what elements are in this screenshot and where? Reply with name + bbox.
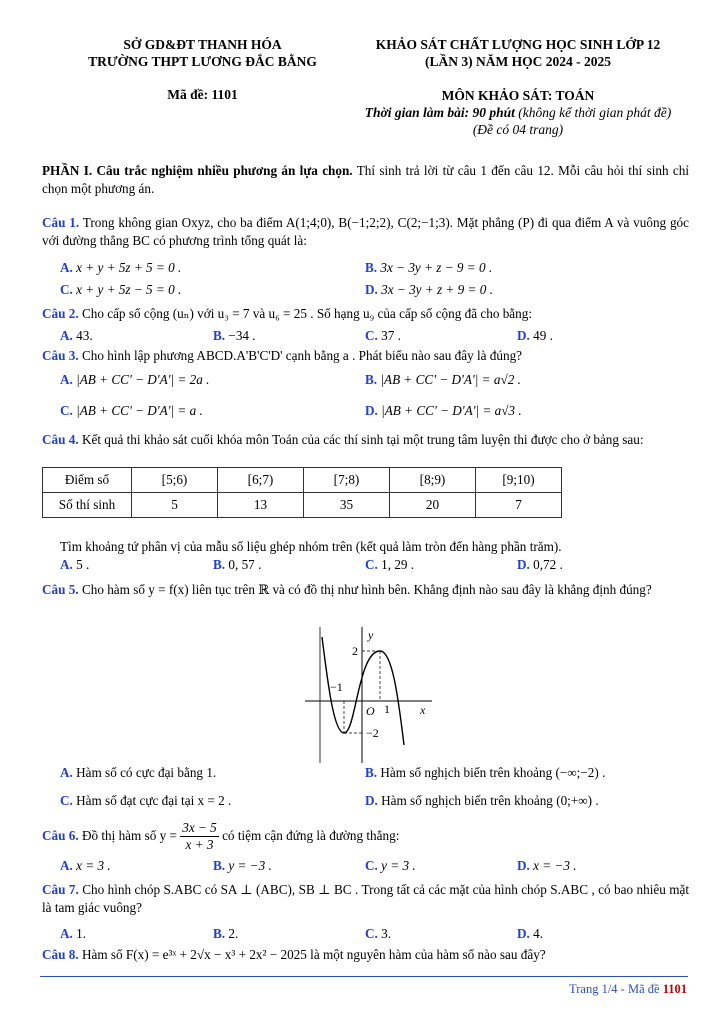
school-name: TRƯỜNG THPT LƯƠNG ĐẮC BẰNG: [88, 54, 317, 69]
y-axis-label: y: [368, 628, 374, 642]
option-c-label: C.: [60, 403, 73, 418]
q5-options-row1: [60, 763, 690, 783]
question-label: Câu 5.: [42, 582, 79, 597]
q1-options-row1: [60, 258, 690, 278]
section-instructions: Thí sinh trả lời từ câu 1 đến câu 12. Mỗi câu hỏi thí sinh chỉ chọn một phương án.: [42, 163, 689, 196]
q3-options-row1: [60, 370, 690, 390]
q3-option-c[interactable]: |AB + CC' − D'A'| = a .: [76, 403, 203, 418]
section-title: PHẦN I. Câu trắc nghiệm nhiều phương án lựa chọn.: [42, 163, 353, 178]
q4-option-c[interactable]: 1, 29 .: [381, 557, 415, 572]
q4-option-a[interactable]: 5 .: [76, 557, 90, 572]
option-d-label: D.: [517, 926, 530, 941]
section-intro: [42, 162, 689, 198]
question-label: Câu 2.: [42, 306, 79, 321]
question-5: [42, 581, 689, 599]
q4-options: [60, 555, 690, 575]
q2-option-a[interactable]: 43.: [76, 328, 93, 343]
table-header-cell: Điểm số: [43, 468, 132, 493]
q6-option-b[interactable]: y = −3 .: [228, 858, 272, 873]
q1-option-a[interactable]: x + y + 5z + 5 = 0 .: [76, 260, 182, 275]
q6-option-c[interactable]: y = 3 .: [381, 858, 416, 873]
q7-option-d[interactable]: 4.: [533, 926, 544, 941]
question-label: Câu 7.: [42, 882, 79, 897]
exam-title: KHẢO SÁT CHẤT LƯỢNG HỌC SINH LỚP 12: [375, 37, 661, 52]
option-a-label: A.: [60, 765, 73, 780]
table-header-cell: Số thí sinh: [43, 493, 132, 518]
q6-option-a[interactable]: x = 3 .: [76, 858, 111, 873]
question-text: Trong không gian Oxyz, cho ba điểm A(1;4;0), B(−1;2;2), C(2;−1;3). Mặt phẳng (P) đi qua điểm A và vuông góc với đường thẳng BC có phương trình tổng quát là:: [42, 215, 690, 248]
q3-options-row2: [60, 401, 690, 421]
option-d-label: D.: [365, 282, 378, 297]
q5-options-row2: [60, 791, 690, 811]
exam-session: (LẦN 3) NĂM HỌC 2024 - 2025: [425, 54, 611, 69]
option-b-label: B.: [365, 372, 378, 387]
q7-option-c[interactable]: 3.: [381, 926, 392, 941]
q1-option-c[interactable]: x + y + 5z − 5 = 0 .: [76, 282, 182, 297]
option-c-label: C.: [60, 793, 73, 808]
option-d-label: D.: [365, 403, 378, 418]
option-b-label: B.: [213, 557, 226, 572]
footer-divider: [40, 976, 688, 977]
table-cell: [9;10): [476, 468, 562, 493]
exam-header: [338, 36, 698, 70]
option-b-label: B.: [365, 765, 378, 780]
question-text: Cho hình lập phương ABCD.A'B'C'D' cạnh bằng a . Phát biểu nào sau đây là đúng?: [78, 348, 523, 363]
option-c-label: C.: [365, 557, 378, 572]
q3-option-a[interactable]: |AB + CC' − D'A'| = 2a .: [76, 372, 210, 387]
option-a-label: A.: [60, 260, 73, 275]
q5-option-a[interactable]: Hàm số có cực đại bằng 1.: [76, 765, 217, 780]
question-text: Cho hàm số y = f(x) liên tục trên ℝ và có đồ thị như hình bên. Khẳng định nào sau đây là khẳng định đúng?: [78, 582, 652, 597]
option-a-label: A.: [60, 328, 73, 343]
q2-option-d[interactable]: 49 .: [533, 328, 553, 343]
x-axis-label: x: [420, 703, 426, 717]
q5-option-b[interactable]: Hàm số nghịch biến trên khoảng (−∞;−2) .: [380, 765, 606, 780]
question-3: [42, 347, 689, 365]
fraction: [180, 820, 219, 853]
option-d-label: D.: [365, 793, 378, 808]
fraction-denominator: x + 3: [185, 837, 214, 853]
question-8: [42, 946, 689, 964]
score-table: [42, 467, 562, 518]
question-text: Kết quả thi khảo sát cuối khóa môn Toán của các thí sinh tại một trung tâm luyện thi được cho ở bảng sau:: [78, 432, 644, 447]
function-graph: [300, 625, 440, 765]
question-text: Hàm số F(x) = e³ˣ + 2√x − x³ + 2x² − 2025 là một nguyên hàm của hàm số nào sau đây?: [78, 947, 546, 962]
q7-option-b[interactable]: 2.: [228, 926, 239, 941]
footer-page-text: Trang 1/4 - Mã đề: [569, 982, 663, 996]
table-cell: 13: [218, 493, 304, 518]
option-c-label: C.: [365, 858, 378, 873]
option-a-label: A.: [60, 557, 73, 572]
fraction-numerator: 3x − 5: [182, 820, 217, 836]
option-c-label: C.: [60, 282, 73, 297]
question-7: [42, 881, 689, 917]
question-4: [42, 431, 689, 449]
q6-options: [60, 856, 690, 876]
table-cell: 7: [476, 493, 562, 518]
question-text-after: có tiệm cận đứng là đường thẳng:: [218, 828, 400, 843]
option-d-label: D.: [517, 328, 530, 343]
q7-option-a[interactable]: 1.: [76, 926, 87, 941]
subject-block: [338, 87, 698, 138]
q1-option-b[interactable]: 3x − 3y + z − 9 = 0 .: [380, 260, 493, 275]
table-cell: 5: [132, 493, 218, 518]
option-b-label: B.: [213, 328, 226, 343]
option-d-label: D.: [517, 858, 530, 873]
table-row: [43, 493, 562, 518]
q4-option-d[interactable]: 0,72 .: [533, 557, 563, 572]
q2-options: [60, 326, 690, 346]
option-a-label: A.: [60, 372, 73, 387]
question-text: Đồ thị hàm số y =: [78, 828, 181, 843]
question-label: Câu 3.: [42, 348, 79, 363]
q5-option-d[interactable]: Hàm số nghịch biến trên khoảng (0;+∞) .: [381, 793, 599, 808]
table-cell: [5;6): [132, 468, 218, 493]
origin-label: O: [366, 704, 375, 718]
q6-option-d[interactable]: x = −3 .: [533, 858, 577, 873]
table-row: [43, 468, 562, 493]
question-label: Câu 8.: [42, 947, 79, 962]
q3-option-d[interactable]: |AB + CC' − D'A'| = a√3 .: [381, 403, 522, 418]
q4-option-b[interactable]: 0, 57 .: [228, 557, 262, 572]
tick-label-2: 2: [352, 644, 358, 658]
option-b-label: B.: [365, 260, 378, 275]
q1-options-row2: [60, 280, 690, 300]
q3-option-b[interactable]: |AB + CC' − D'A'| = a√2 .: [380, 372, 521, 387]
question-text: Cho cấp số cộng (uₙ) với u₃ = 7 và u₆ = 25 . Số hạng u₉ của cấp số cộng đã cho bằng:: [78, 306, 533, 321]
q2-option-c[interactable]: 37 .: [381, 328, 401, 343]
footer-exam-code: 1101: [662, 982, 687, 996]
option-c-label: C.: [365, 328, 378, 343]
q4-question: Tìm khoảng tứ phân vị của mẫu số liệu ghép nhóm trên (kết quả làm tròn đến hàng phần trăm).: [60, 539, 562, 554]
option-b-label: B.: [213, 926, 226, 941]
table-cell: [7;8): [304, 468, 390, 493]
question-label: Câu 6.: [42, 828, 79, 843]
question-1: [42, 214, 689, 250]
q7-options: [60, 924, 690, 944]
option-c-label: C.: [365, 926, 378, 941]
table-cell: 35: [304, 493, 390, 518]
question-label: Câu 4.: [42, 432, 79, 447]
q5-option-c[interactable]: Hàm số đạt cực đại tại x = 2 .: [76, 793, 232, 808]
option-a-label: A.: [60, 858, 73, 873]
school-header: [60, 36, 345, 70]
time-limit: Thời gian làm bài: 90 phút: [364, 105, 515, 120]
time-note: (không kể thời gian phát đề): [514, 105, 672, 120]
question-2: [42, 305, 689, 323]
subject-title: MÔN KHẢO SÁT: TOÁN: [441, 88, 595, 103]
option-a-label: A.: [60, 926, 73, 941]
q1-option-d[interactable]: 3x − 3y + z + 9 = 0 .: [381, 282, 493, 297]
option-b-label: B.: [213, 858, 226, 873]
table-cell: [8;9): [390, 468, 476, 493]
question-text: Cho hình chóp S.ABC có SA ⊥ (ABC), SB ⊥ BC . Trong tất cả các mặt của hình chóp S.ABC , có bao nhiêu mặt là tam giác vuông?: [42, 882, 690, 915]
exam-code: Mã đề: 1101: [167, 87, 238, 102]
table-cell: [6;7): [218, 468, 304, 493]
q2-option-b[interactable]: −34 .: [228, 328, 256, 343]
tick-label-1: 1: [384, 702, 390, 716]
tick-label-minus-2: −2: [366, 726, 379, 740]
pages-note: (Đề có 04 trang): [472, 122, 564, 137]
table-cell: 20: [390, 493, 476, 518]
page-footer: [569, 982, 687, 997]
option-d-label: D.: [517, 557, 530, 572]
question-6: [42, 818, 689, 854]
question-label: Câu 1.: [42, 215, 80, 230]
tick-label-minus-1: −1: [330, 680, 343, 694]
department-name: SỞ GD&ĐT THANH HÓA: [123, 37, 282, 52]
